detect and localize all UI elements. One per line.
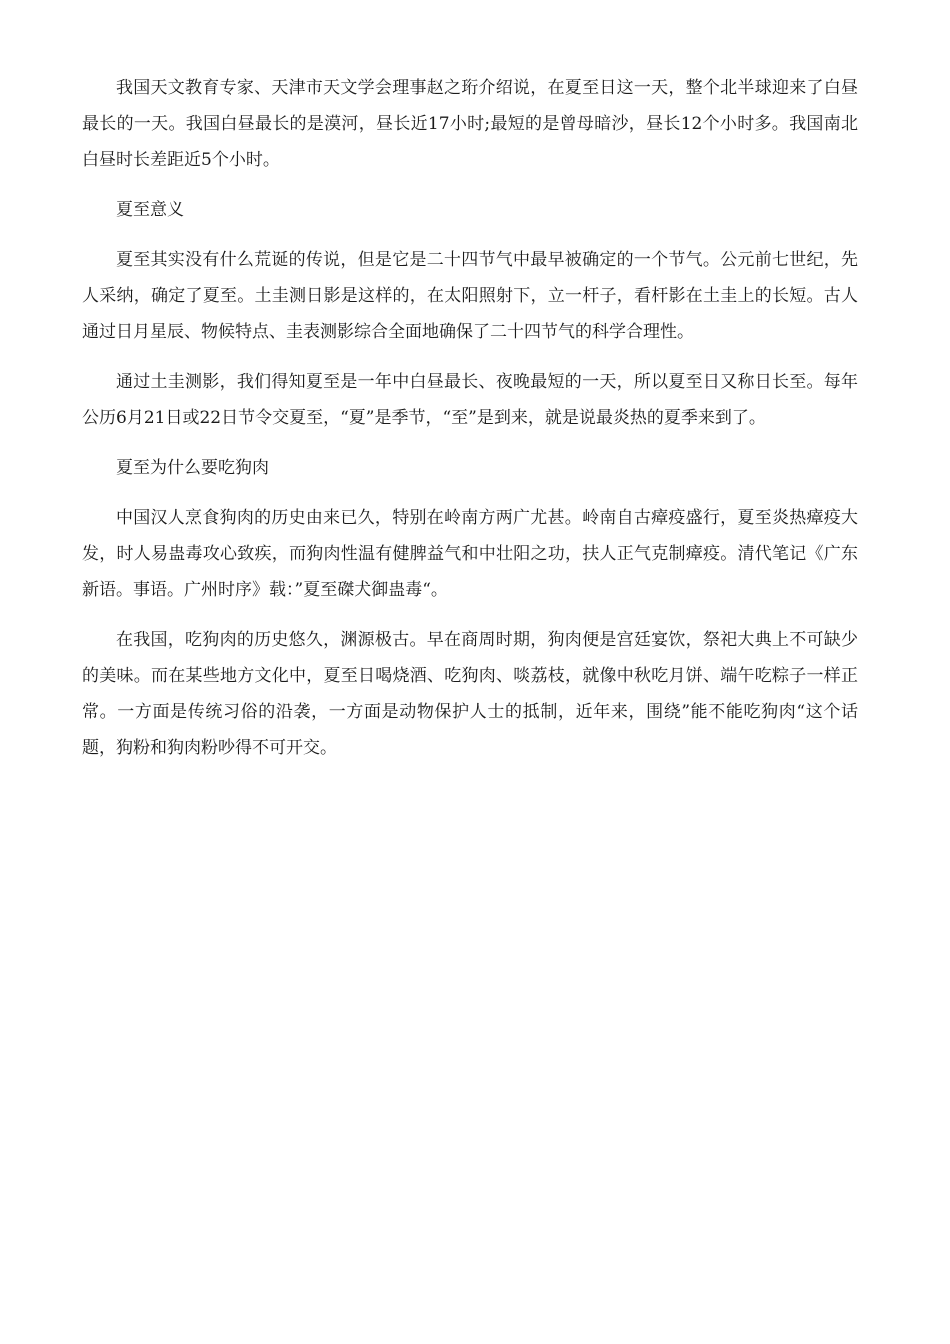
section-heading-dog-meat: 夏至为什么要吃狗肉	[116, 458, 269, 478]
paragraph-solstice-definition: 通过土圭测影，我们得知夏至是一年中白昼最长、夜晚最短的一天，所以夏至日又称日长至。每年公历6月21日或22日节令交夏至，“夏”是季节，“至”是到来，就是说最炎热的夏季来到了。	[82, 372, 858, 428]
paragraph-dog-meat-debate: 在我国，吃狗肉的历史悠久，渊源极古。早在商周时期，狗肉便是宫廷宴饮，祭祀大典上不可缺少的美味。而在某些地方文化中，夏至日喝烧酒、吃狗肉、啖荔枝，就像中秋吃月饼、端午吃粽子一样正常。一方面是传统习俗的沿袭，一方面是动物保护人士的抵制，近年来，围绕”能不能吃狗肉“这个话题，狗粉和狗肉粉吵得不可开交。	[82, 630, 858, 758]
paragraph-daylight-length: 我国天文教育专家、天津市天文学会理事赵之珩介绍说，在夏至日这一天，整个北半球迎来了白昼最长的一天。我国白昼最长的是漠河，昼长近17小时;最短的是曾母暗沙，昼长12个小时多。我国南北白昼时长差距近5个小时。	[82, 78, 858, 170]
section-heading-summer-solstice-meaning: 夏至意义	[116, 200, 184, 220]
paragraph-lingnan-custom: 中国汉人烹食狗肉的历史由来已久，特别在岭南方两广尤甚。岭南自古瘴疫盛行，夏至炎热瘴疫大发，时人易蛊毒攻心致疾，而狗肉性温有健脾益气和中壮阳之功，扶人正气克制瘴疫。清代笔记《广东新语。事语。广州时序》载：”夏至磔犬御蛊毒“。	[82, 508, 858, 600]
document-page	[82, 70, 858, 780]
paragraph-solstice-history: 夏至其实没有什么荒诞的传说，但是它是二十四节气中最早被确定的一个节气。公元前七世纪，先人采纳，确定了夏至。土圭测日影是这样的，在太阳照射下，立一杆子，看杆影在土圭上的长短。古人通过日月星辰、物候特点、圭表测影综合全面地确保了二十四节气的科学合理性。	[82, 250, 858, 342]
